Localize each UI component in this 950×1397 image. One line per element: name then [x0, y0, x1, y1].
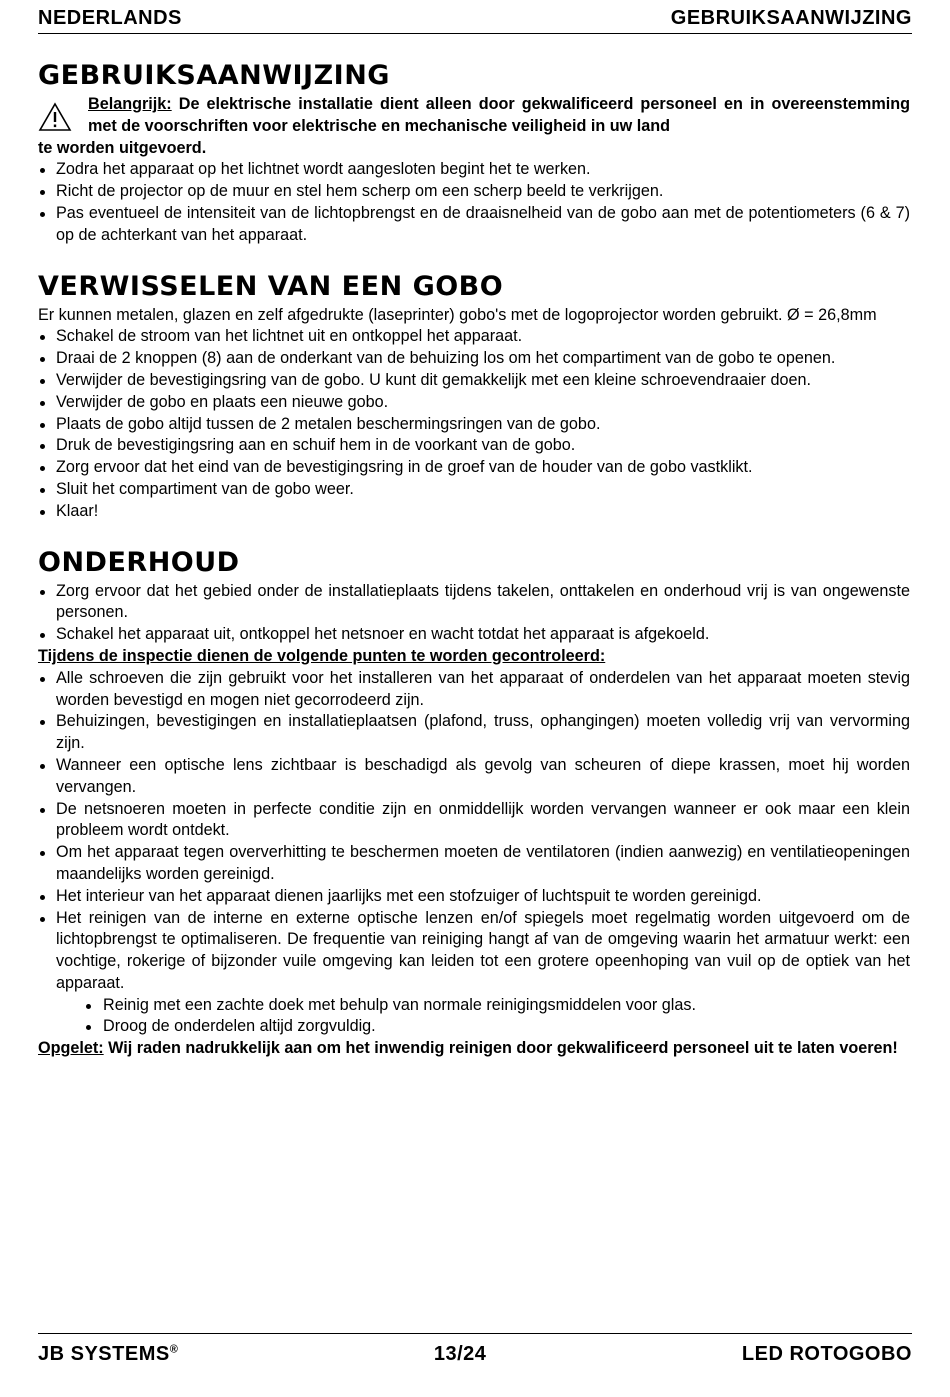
page-number: 13/24 [433, 1342, 487, 1365]
list-item: Het interieur van het apparaat dienen jaarlijks met een stofzuiger of luchtspuit te worden gereinigd. [38, 886, 910, 908]
list-item: Schakel de stroom van het lichtnet uit en ontkoppel het apparaat. [38, 326, 910, 348]
list-item: Klaar! [38, 501, 910, 523]
registered-mark: ® [169, 1342, 179, 1355]
maintenance-list [38, 581, 910, 646]
cleaning-sublist [38, 995, 910, 1039]
footer-product: LED ROTOGOBO [741, 1342, 912, 1365]
page-content [38, 58, 910, 1060]
inspection-list [38, 668, 910, 995]
list-item: Sluit het compartiment van de gobo weer. [38, 479, 910, 501]
warning-block [38, 94, 910, 159]
list-item: Verwijder de gobo en plaats een nieuwe gobo. [38, 392, 910, 414]
list-item: Het reinigen van de interne en externe optische lenzen en/of spiegels moet regelmatig worden uitgevoerd om de lichtopbrengst te optimaliseren. De frequentie van reiniging hangt af van de omgeving waarin het armatuur werkt: een vochtige, rokerige of bijzonder vuile omgeving kan leiden tot een grotere opeenhoping van vuil op de optiek van het apparaat. [38, 908, 910, 995]
list-item: Alle schroeven die zijn gebruikt voor het installeren van het apparaat of onderdelen van het apparaat moeten stevig worden bevestigd en mogen niet gecorrodeerd zijn. [38, 668, 910, 712]
list-item: Verwijder de bevestigingsring van de gobo. U kunt dit gemakkelijk met een kleine schroevendraaier doen. [38, 370, 910, 392]
caution-label: Opgelet: [38, 1039, 104, 1058]
section-title-instructions: GEBRUIKSAANWIJZING [38, 60, 390, 91]
list-item: Pas eventueel de intensiteit van de lichtopbrengst en de draaisnelheid van de gobo aan met de potentiometers (6 & 7) op de achterkant van het apparaat. [38, 203, 910, 247]
list-item: Plaats de gobo altijd tussen de 2 metalen beschermingsringen van de gobo. [38, 414, 910, 436]
gobo-intro: Er kunnen metalen, glazen en zelf afgedrukte (laseprinter) gobo's met de logoprojector worden gebruikt. Ø = 26,8mm [38, 305, 877, 324]
list-item: Zorg ervoor dat het eind van de bevestigingsring in de groef van de houder van de gobo vastklikt. [38, 457, 910, 479]
warning-tail: te worden uitgevoerd. [38, 138, 207, 157]
list-item: Schakel het apparaat uit, ontkoppel het netsnoer en wacht totdat het apparaat is afgekoeld. [38, 624, 910, 646]
section-title-maintenance: ONDERHOUD [38, 546, 240, 578]
caution-text: Wij raden nadrukkelijk aan om het inwendig reinigen door gekwalificeerd personeel uit te laten voeren! [108, 1039, 898, 1058]
usage-list [38, 159, 910, 246]
gobo-steps-list [38, 326, 910, 522]
inspection-heading: Tijdens de inspectie dienen de volgende punten te worden gecontroleerd: [38, 646, 606, 665]
list-item: Druk de bevestigingsring aan en schuif hem in de voorkant van de gobo. [38, 435, 910, 457]
list-item: De netsnoeren moeten in perfecte conditie zijn en onmiddellijk worden vervangen wanneer er ook maar een klein probleem wordt ontdekt. [38, 799, 910, 843]
page-footer [38, 1333, 912, 1374]
sub-list-item: Droog de onderdelen altijd zorgvuldig. [38, 1016, 910, 1038]
list-item: Draai de 2 knoppen (8) aan de onderkant van de behuizing los om het compartiment van de gobo te openen. [38, 348, 910, 370]
list-item: Zodra het apparaat op het lichtnet wordt aangesloten begint het te werken. [38, 159, 910, 181]
header-doc-title: GEBRUIKSAANWIJZING [670, 7, 912, 29]
header-language: NEDERLANDS [38, 7, 182, 29]
warning-text: De elektrische installatie dient alleen door gekwalificeerd personeel en in overeenstemming met de voorschriften voor elektrische en mechanische veiligheid in uw land [88, 95, 910, 135]
list-item: Zorg ervoor dat het gebied onder de installatieplaats tijdens takelen, onttakelen en onderhoud vrij is van ongewenste personen. [38, 581, 910, 625]
list-item: Behuizingen, bevestigingen en installatieplaatsen (plafond, truss, ophangingen) moeten volledig vrij van vervorming zijn. [38, 711, 910, 755]
section-title-gobo: VERWISSELEN VAN EEN GOBO [38, 270, 504, 302]
list-item: Richt de projector op de muur en stel hem scherp om een scherp beeld te verkrijgen. [38, 181, 910, 203]
list-item: Wanneer een optische lens zichtbaar is beschadigd als gevolg van scheuren of diepe krassen, moet hij worden vervangen. [38, 755, 910, 799]
list-item: Om het apparaat tegen oververhitting te beschermen moeten de ventilatoren (indien aanwezig) en ventilatieopeningen maandelijks worden gereinigd. [38, 842, 910, 886]
brand-name: JB SYSTEMS [38, 1342, 170, 1365]
caution-note [38, 1038, 910, 1060]
page-header [38, 2, 912, 34]
sub-list-item: Reinig met een zachte doek met behulp van normale reinigingsmiddelen voor glas. [38, 995, 910, 1017]
footer-brand [38, 1343, 178, 1366]
warning-triangle-icon [38, 102, 72, 132]
warning-label: Belangrijk: [88, 95, 172, 113]
